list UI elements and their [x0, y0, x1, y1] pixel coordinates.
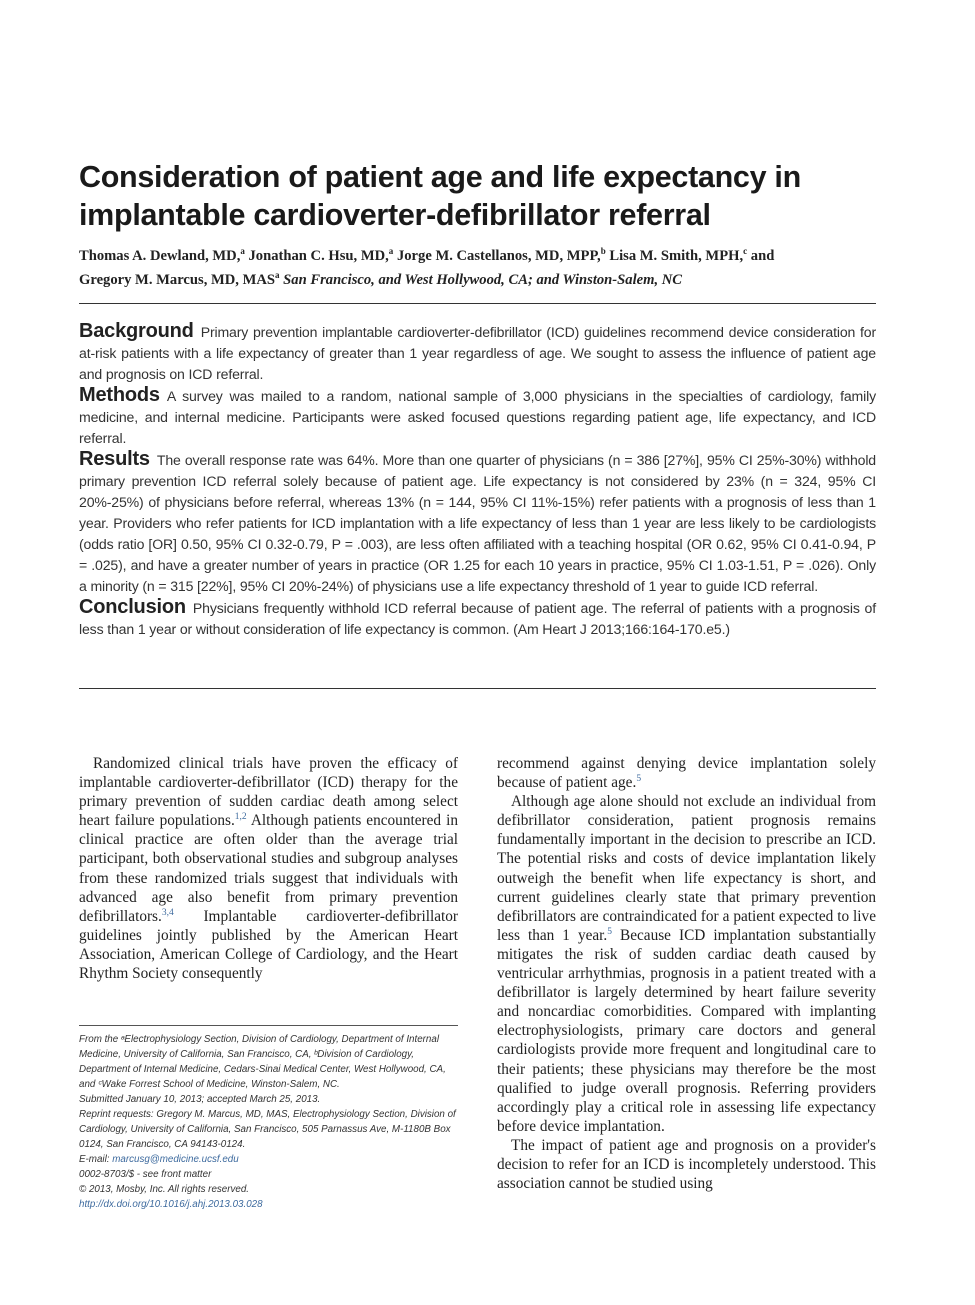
footnote-email — [79, 1152, 459, 1167]
affiliation-marker: a — [275, 269, 280, 280]
body-text: The impact of patient age and prognosis on a provider's decision to refer for an ICD is incompletely understood. This association cannot be studied using — [497, 1136, 876, 1193]
body-text: Randomized clinical trials have proven the efficacy of implantable cardioverter-defibrillator (ICD) therapy for the primary prevention of sudden cardiac death among select heart failure populations. — [79, 755, 458, 830]
abstract-text: The overall response rate was 64%. More than one quarter of physicians (n = 386 [27%], 95% CI 25%-30%) withhold primary prevention ICD referral solely because of patient age. Life expectancy is not considered by 23% (n = 324, 95% CI 20%-25%) of physicians before referral, whereas 13% (n = 144, 95% CI 11%-15%) refer patients with a prognosis of less than 1 year. Providers who refer patients for ICD implantation with a life expectancy of less than 1 year are less likely to be cardiologists (odds ratio [OR] 0.50, 95% CI 0.32-0.79, P = .003), are less often affiliated with a teaching hospital (OR 0.62, 95% CI 0.41-0.94, P = .025), and have a greater number of years in practice (OR 1.25 for each 10 years in practice, 95% CI 1.03-1.51, P = .026). Only a minority (n = 315 [22%], 95% CI 20%-24%) of physicians use a life expectancy threshold of 1 year to guide ICD referral. — [79, 452, 876, 594]
abstract-background — [79, 321, 876, 385]
footnotes — [79, 1032, 459, 1212]
body-text: Because ICD implantation substantially mitigates the risk of sudden cardiac death caused by ventricular arrhythmias, prognosis in a patient treated with a defibrillator is largely determined by heart failure severity and noncardiac comorbidities. Compared with implanting electrophysiologists, primary care doctors and general cardiologists provide more frequent and longitudinal care to their patients; these physicians may therefore be the most qualified to judge overall prognosis. Referring providers accordingly play a critical role in assessing life expectancy before device implantation. — [497, 926, 876, 1135]
affiliation-marker: c — [743, 246, 748, 256]
footnote-submitted: Submitted January 10, 2013; accepted March 25, 2013. — [79, 1094, 321, 1105]
abstract-heading: Methods — [79, 384, 160, 406]
author-name: Jorge M. Castellanos, MD, MPP, — [393, 247, 601, 264]
body-paragraph — [497, 1136, 876, 1193]
abstract-heading: Background — [79, 320, 194, 342]
body-paragraph — [497, 754, 876, 792]
abstract-results — [79, 449, 876, 597]
abstract-methods — [79, 385, 876, 449]
author-name: Thomas A. Dewland, MD, — [79, 247, 241, 264]
footnote-copyright: © 2013, Mosby, Inc. All rights reserved. — [79, 1184, 250, 1195]
author-conjunction: and — [747, 247, 775, 264]
abstract-top-rule — [79, 303, 876, 304]
affiliation-marker: a — [388, 246, 394, 256]
citation-ref[interactable]: 5 — [636, 774, 642, 784]
article-title: Consideration of patient age and life expectancy in implantable cardioverter-defibrillator referral — [79, 160, 801, 232]
abstract-text: Physicians frequently withhold ICD referral because of patient age. The referral of patients with a prognosis of less than 1 year or without consideration of life expectancy is common. (Am Heart J 2013;166:164-170.e5.) — [79, 600, 876, 637]
affiliation-marker: a — [240, 246, 245, 256]
footnote-rule — [79, 1025, 458, 1026]
abstract-bottom-rule — [79, 688, 876, 689]
abstract — [79, 321, 876, 640]
email-label: E-mail: — [79, 1154, 113, 1165]
body-right-column — [497, 754, 876, 1193]
abstract-text: Primary prevention implantable cardioverter-defibrillator (ICD) guidelines recommend device consideration for at-risk patients with a life expectancy of greater than 1 year regardless of age. We sought to assess the influence of patient age and prognosis on ICD referral. — [79, 324, 876, 382]
abstract-heading: Conclusion — [79, 596, 186, 618]
abstract-heading: Results — [79, 448, 150, 470]
body-text: Although patients encountered in clinical practice are often older than the average trial participant, both observational studies and subgroup analyses from these randomized trials suggest that individuals with advanced age also benefit from primary prevention defibrillators. — [79, 812, 458, 925]
author-name: Gregory M. Marcus, MD, MAS — [79, 271, 276, 288]
body-text: recommend against denying device implantation solely because of patient age. — [497, 755, 876, 792]
doi-link[interactable]: http://dx.doi.org/10.1016/j.ahj.2013.03.028 — [79, 1199, 263, 1210]
body-text: Although age alone should not exclude an individual from defibrillator consideration, patient prognosis remains fundamentally important in the decision to prescribe an ICD. The potential risks and costs of device implantation likely outweigh the benefit when life expectancy is short, and current guidelines clearly state that primary prevention defibrillators are contraindicated for a patient expected to live less than 1 year. — [497, 793, 876, 944]
email-link[interactable]: marcusg@medicine.ucsf.edu — [112, 1154, 239, 1165]
footnote-affiliations: From the ᵃElectrophysiology Section, Division of Cardiology, Department of Internal Medicine, University of California, San Francisco, CA, ᵇDivision of Cardiology, Department of Internal Medicine, Cedars-Sinai Medical Center, West Hollywood, CA, and ᶜWake Forrest School of Medicine, Winston-Salem, NC. — [79, 1034, 446, 1090]
citation-ref[interactable]: 3,4 — [161, 907, 174, 918]
author-name: Lisa M. Smith, MPH, — [605, 247, 744, 264]
footnote-issn: 0002-8703/$ - see front matter — [79, 1169, 212, 1180]
footnote-reprint: Reprint requests: Gregory M. Marcus, MD, MAS, Electrophysiology Section, Division of Cardiology, University of California, San Francisco, 505 Parnassus Ave, M-1180B Box 0124, San Francisco, CA 94143-0124. — [79, 1109, 456, 1150]
author-locations: San Francisco, and West Hollywood, CA; and Winston-Salem, NC — [279, 271, 683, 288]
author-name: Jonathan C. Hsu, MD, — [244, 247, 389, 264]
affiliation-marker: b — [600, 246, 606, 256]
body-left-column — [79, 754, 458, 983]
author-list — [79, 242, 879, 290]
abstract-text: A survey was mailed to a random, national sample of 3,000 physicians in the specialties of cardiology, family medicine, and internal medicine. Participants were asked focused questions regarding patient age, life expectancy, and ICD referral. — [79, 388, 876, 446]
citation-ref[interactable]: 5 — [607, 926, 612, 937]
body-paragraph — [79, 754, 458, 983]
body-paragraph — [497, 792, 876, 1136]
body-text: Implantable cardioverter-defibrillator guidelines jointly published by the American Heart Association, American College of Cardiology, and the Heart Rhythm Society consequently — [79, 907, 458, 983]
citation-ref[interactable]: 1,2 — [234, 812, 247, 823]
abstract-conclusion — [79, 597, 876, 640]
